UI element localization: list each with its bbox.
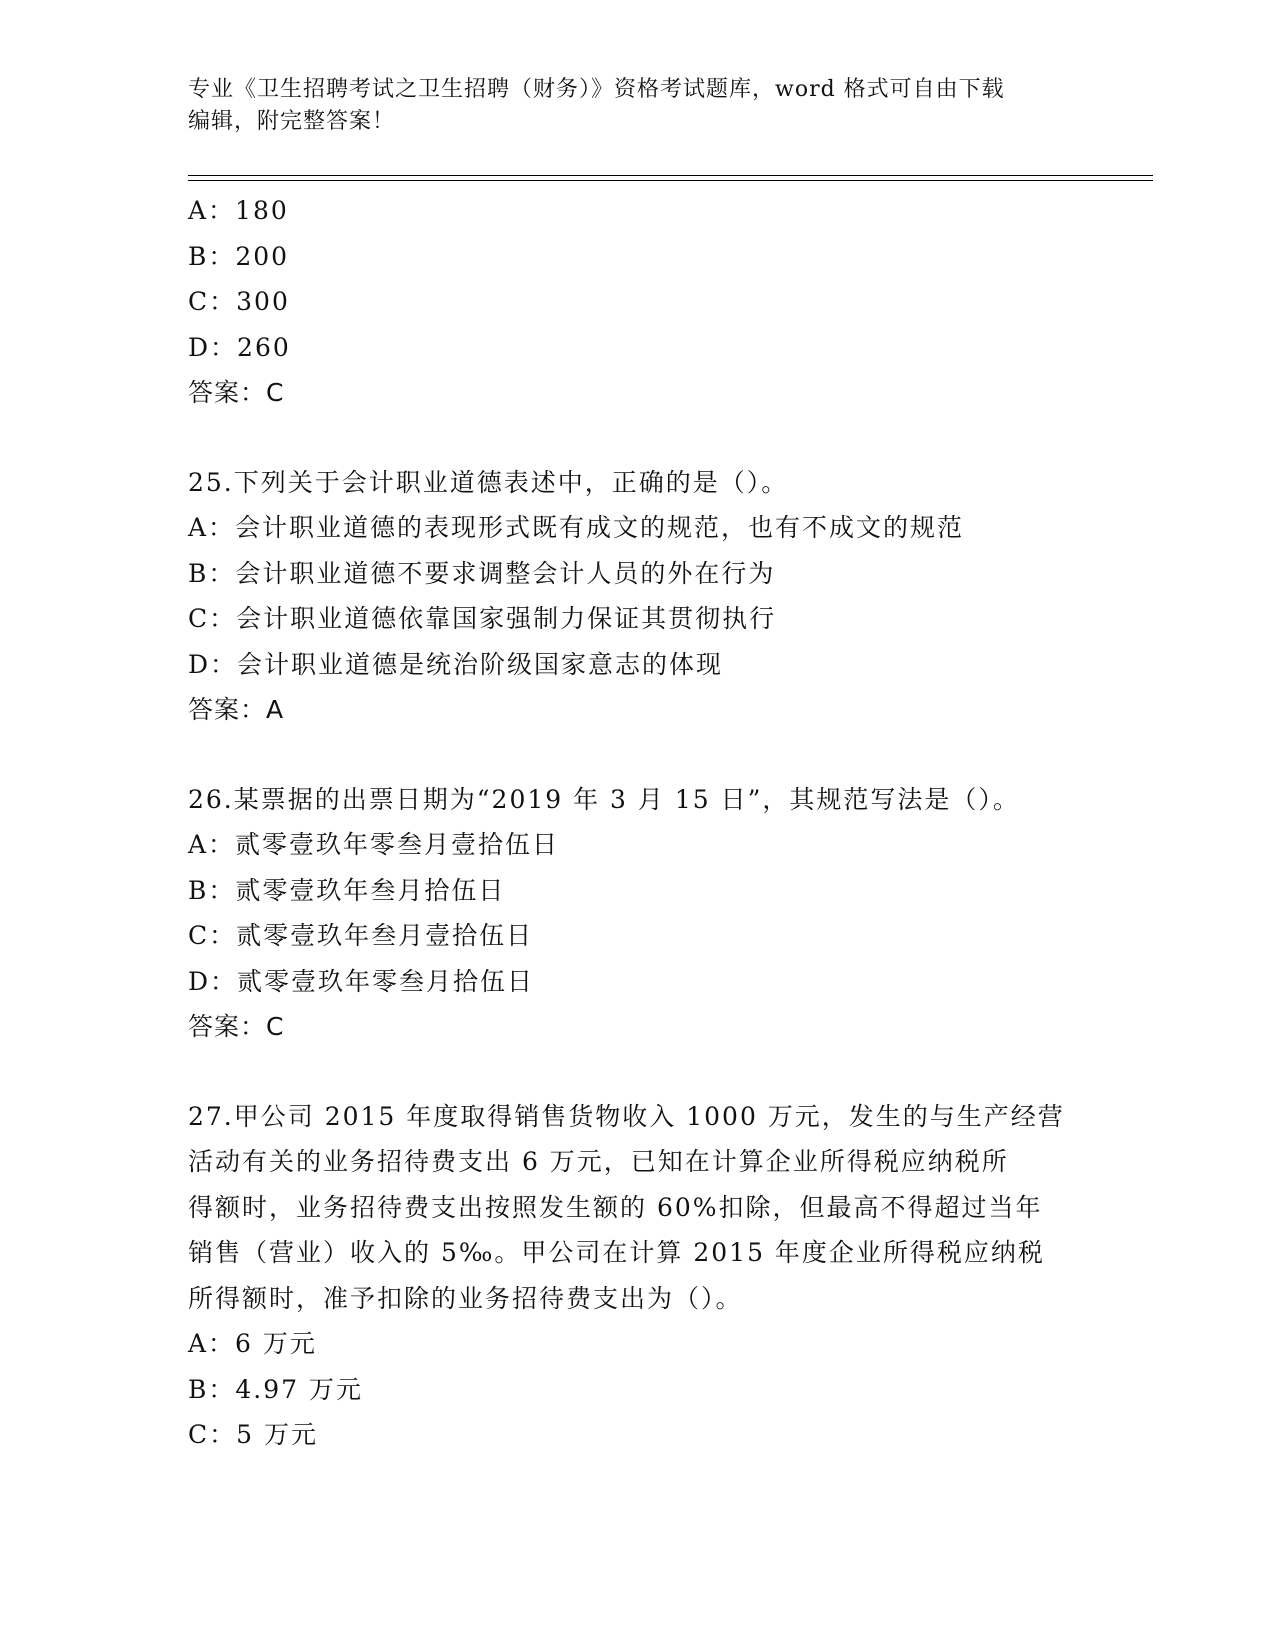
option-d: D：贰零壹玖年零叁月拾伍日 xyxy=(188,966,535,996)
question-list xyxy=(188,188,1088,1458)
question-text: 26.某票据的出票日期为“2019 年 3 月 15 日”，其规范写法是（）。 xyxy=(188,784,1020,814)
option-d: D：260 xyxy=(188,332,291,362)
question-block-26 xyxy=(188,777,1088,1050)
header-line-2: 编辑，附完整答案！ xyxy=(188,109,396,134)
question-block-27 xyxy=(188,1094,1088,1458)
option-a: A：6 万元 xyxy=(188,1329,317,1358)
option-a: A：180 xyxy=(188,196,289,225)
header-line-1: 专业《卫生招聘考试之卫生招聘（财务）》资格考试题库，word 格式可自由下载 xyxy=(188,77,1005,102)
option-b: B：200 xyxy=(188,241,290,271)
option-b: B：会计职业道德不要求调整会计人员的外在行为 xyxy=(188,558,776,588)
option-a: A：贰零壹玖年零叁月壹拾伍日 xyxy=(188,830,560,859)
header-divider-top xyxy=(188,175,1153,176)
option-c: C：5 万元 xyxy=(188,1420,318,1449)
option-b: B：4.97 万元 xyxy=(188,1374,363,1404)
header-divider-bottom xyxy=(188,180,1153,181)
option-c: C：300 xyxy=(188,287,290,316)
document-header xyxy=(188,74,1068,138)
answer-line: 答案：C xyxy=(188,1012,285,1041)
question-block-25 xyxy=(188,460,1088,733)
answer-line: 答案：A xyxy=(188,695,285,724)
question-text-line: 销售（营业）收入的 5‰。甲公司在计算 2015 年度企业所得税应纳税 xyxy=(188,1238,1045,1267)
answer-line: 答案：C xyxy=(188,378,285,407)
option-c: C：贰零壹玖年叁月壹拾伍日 xyxy=(188,921,534,950)
option-d: D：会计职业道德是统治阶级国家意志的体现 xyxy=(188,649,724,679)
option-a: A：会计职业道德的表现形式既有成文的规范，也有不成文的规范 xyxy=(188,513,965,542)
question-text-line: 27.甲公司 2015 年度取得销售货物收入 1000 万元，发生的与生产经营 xyxy=(188,1101,1065,1131)
question-text: 25.下列关于会计职业道德表述中，正确的是（）。 xyxy=(188,467,789,497)
option-c: C：会计职业道德依靠国家强制力保证其贯彻执行 xyxy=(188,604,777,633)
question-text-line: 所得额时，准予扣除的业务招待费支出为（）。 xyxy=(188,1283,743,1313)
question-block-24 xyxy=(188,188,1088,416)
option-b: B：贰零壹玖年叁月拾伍日 xyxy=(188,875,506,905)
question-text-line: 活动有关的业务招待费支出 6 万元，已知在计算企业所得税应纳税所 xyxy=(188,1147,1009,1176)
question-text-line: 得额时，业务招待费支出按照发生额的 60%扣除，但最高不得超过当年 xyxy=(188,1192,1043,1222)
